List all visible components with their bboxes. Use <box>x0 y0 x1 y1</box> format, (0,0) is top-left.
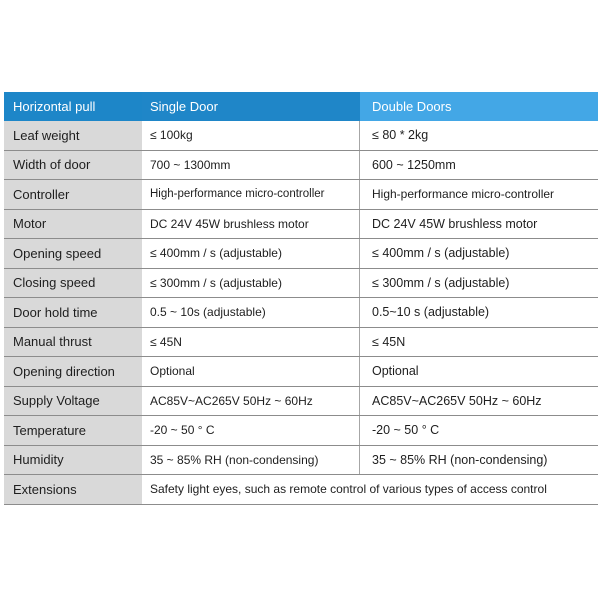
single-door-value: Optional <box>142 357 360 386</box>
table-row <box>4 298 598 328</box>
single-door-value: ≤ 45N <box>142 328 360 357</box>
row-label: Door hold time <box>4 298 142 327</box>
double-doors-value: ≤ 45N <box>360 328 598 357</box>
table-row <box>4 151 598 181</box>
single-door-value: -20 ~ 50 ° C <box>142 416 360 445</box>
double-doors-value: ≤ 300mm / s (adjustable) <box>360 269 598 298</box>
single-door-value: 35 ~ 85% RH (non-condensing) <box>142 446 360 475</box>
table-row <box>4 446 598 476</box>
table-row <box>4 328 598 358</box>
single-door-value: 0.5 ~ 10s (adjustable) <box>142 298 360 327</box>
row-label: Motor <box>4 210 142 239</box>
double-doors-value: ≤ 80 * 2kg <box>360 121 598 150</box>
header-double-doors: Double Doors <box>360 92 598 121</box>
table-row <box>4 210 598 240</box>
row-label: Controller <box>4 180 142 209</box>
table-row <box>4 357 598 387</box>
single-door-value: 700 ~ 1300mm <box>142 151 360 180</box>
row-label: Temperature <box>4 416 142 445</box>
single-door-value: ≤ 400mm / s (adjustable) <box>142 239 360 268</box>
double-doors-value: -20 ~ 50 ° C <box>360 416 598 445</box>
double-doors-value: Optional <box>360 357 598 386</box>
row-label: Closing speed <box>4 269 142 298</box>
table-row-extensions <box>4 475 598 505</box>
single-door-value: ≤ 300mm / s (adjustable) <box>142 269 360 298</box>
header-single-door: Single Door <box>142 92 360 121</box>
table-row <box>4 387 598 417</box>
table-row <box>4 121 598 151</box>
table-row <box>4 180 598 210</box>
single-door-value: ≤ 100kg <box>142 121 360 150</box>
double-doors-value: 600 ~ 1250mm <box>360 151 598 180</box>
table-row <box>4 269 598 299</box>
header-horizontal-pull: Horizontal pull <box>4 92 142 121</box>
extensions-value: Safety light eyes, such as remote control of various types of access control <box>142 475 598 504</box>
table-row <box>4 239 598 269</box>
single-door-value: DC 24V 45W brushless motor <box>142 210 360 239</box>
row-label: Humidity <box>4 446 142 475</box>
double-doors-value: 35 ~ 85% RH (non-condensing) <box>360 446 598 475</box>
row-label: Opening direction <box>4 357 142 386</box>
double-doors-value: ≤ 400mm / s (adjustable) <box>360 239 598 268</box>
row-label: Opening speed <box>4 239 142 268</box>
row-label: Leaf weight <box>4 121 142 150</box>
double-doors-value: 0.5~10 s (adjustable) <box>360 298 598 327</box>
double-doors-value: AC85V~AC265V 50Hz ~ 60Hz <box>360 387 598 416</box>
row-label: Width of door <box>4 151 142 180</box>
table-header <box>4 92 598 121</box>
single-door-value: AC85V~AC265V 50Hz ~ 60Hz <box>142 387 360 416</box>
double-doors-value: High-performance micro-controller <box>360 180 598 209</box>
single-door-value: High-performance micro-controller <box>142 180 360 209</box>
row-label: Manual thrust <box>4 328 142 357</box>
spec-table <box>4 92 598 505</box>
row-label: Extensions <box>4 475 142 504</box>
row-label: Supply Voltage <box>4 387 142 416</box>
double-doors-value: DC 24V 45W brushless motor <box>360 210 598 239</box>
table-row <box>4 416 598 446</box>
